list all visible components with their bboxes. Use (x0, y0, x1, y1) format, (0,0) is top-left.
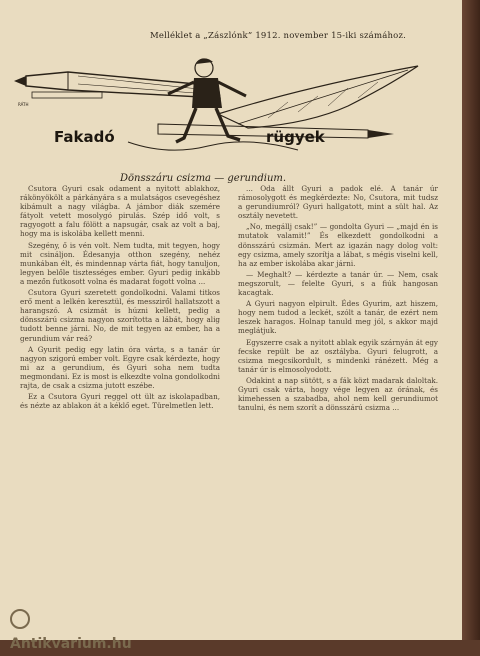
title-word-1: Fakadó (54, 128, 115, 146)
paragraph: — Meghalt? — kérdezte a tanár úr. — Nem, csak megszorult, — felelte Gyuri, s a fiúk hangosan kacagtak. (238, 269, 438, 298)
story-subtitle: Dönsszáru csizma — gerundium. (120, 173, 287, 184)
paragraph: Ez a Csutora Gyuri reggel ott ült az iskolapadban, és nézte az ablakon át a kéklő eget. Türelmetlen lett. (20, 392, 220, 411)
watermark-text: Antikvarium.hu (10, 636, 132, 652)
paragraph: Odakint a nap sütött, s a fák közt madarak daloltak. Gyuri csak várta, hogy vége legyen az órának, és kimehessen a szabadba, ahol nem kell gerundiumot tanulni, és nem szorít a dönsszárú csizma ... (238, 375, 438, 413)
text-column-left (20, 184, 220, 624)
paragraph: ... Oda állt Gyuri a padok elé. A tanár úr rámosolygott és megkérdezte: No, Csutora, mit tudsz a gerundiumról? Gyuri hallgatott, mint a sült hal. Az osztály nevetett. (238, 184, 438, 221)
globe-icon (10, 609, 30, 629)
paragraph: A Gyurit pedig egy latin óra várta, s a tanár úr nagyon szigorú ember volt. Egyre csak kérdezte, hogy mi az a gerundium, és Gyuri soha nem tudta megmondani. Ez is most is elkezdte volna gondolkodni rajta, de csak a csizma jutott eszébe. (20, 344, 220, 390)
paragraph: „No, megállj csak!” — gondolta Gyuri — „majd én is mutatok valamit!” És elkezdett gondolkodni a dönsszárú csizmán. Mert az igazán nagy dolog volt: egy csizma, amely szorítja a lábat, s mégis viselni kell, ha az ember iskolába akar járni. (238, 222, 438, 268)
svg-text:RÁTH: RÁTH (18, 102, 29, 107)
article-title (46, 128, 366, 154)
book-binding (462, 0, 480, 640)
title-word-2: rügyek (266, 128, 325, 146)
site-watermark (0, 608, 150, 652)
paragraph: Csutora Gyuri csak odament a nyitott ablakhoz, rákönyökölt a párkányára s a mulatságos csevegéshez kibámult a nagy világba. A jámbor diák szemére fátyolt vetett mosolygó pirulás. Szép idő volt, s ragyogott a falu fölött a napsugár, csak az volt a baj, hogy ma is iskolába kellett menni. (20, 184, 220, 239)
paragraph: Csutora Gyuri szeretett gondolkodni. Valami titkos erő ment a lelkén keresztül, és messziről hallatszott a harangszó. A csizmát is húzni kellett, pedig a dönsszárú csizma nagyon szorította a lábát, hogy alig tudott benne járni. No, de mit tegyen az ember, ha a gerundium vár reá? (20, 288, 220, 343)
page-header: Melléklet a „Zászlónk” 1912. november 15-iki számához. (150, 31, 407, 41)
paragraph: Egyszerre csak a nyitott ablak egyik szárnyán át egy fecske repült be az osztályba. Gyuri felugrott, a csizma megcsikordult, s mindenki ránézett. Még a tanár úr is elmosolyodott. (238, 337, 438, 374)
text-column-right (238, 184, 438, 624)
paragraph: A Gyuri nagyon elpirult. Édes Gyurim, azt hiszem, hogy nem tudod a leckét, szólt a tanár, de ezért nem leszek haragos. Holnap tanuld meg jól, s akkor majd meglátjuk. (238, 299, 438, 336)
paragraph: Szegény, ő is vén volt. Nem tudta, mit tegyen, hogy mit csináljon. Édesanyja otthon szegény, nehéz munkában élt, és mindennap várta fiát, hogy tanuljon, legyen belőle tisztességes ember. Gyuri pedig inkább a mezőn futkosott volna és madarat fogott volna ... (20, 240, 220, 286)
